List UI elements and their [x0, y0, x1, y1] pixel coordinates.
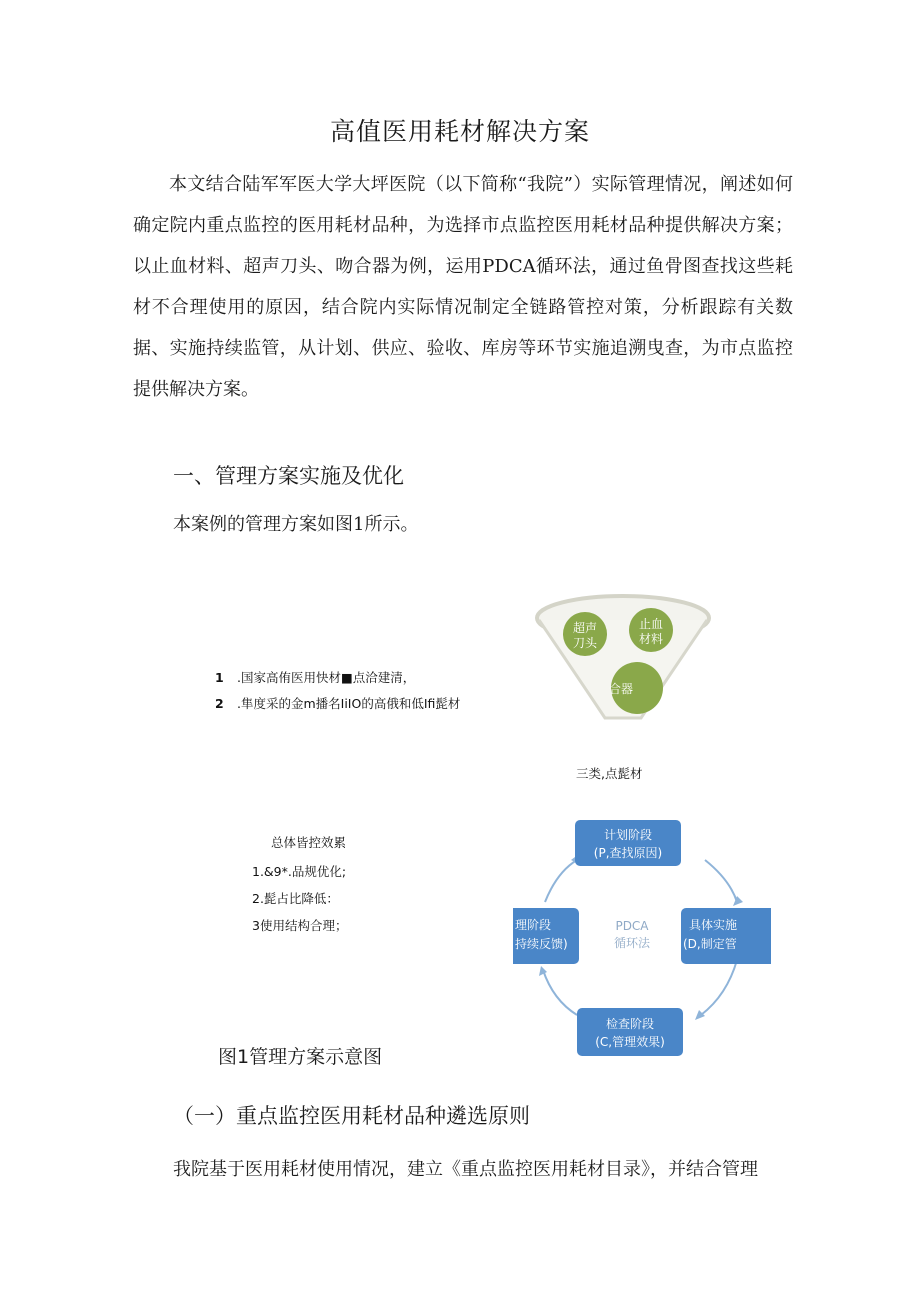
- arrow-a-to-p: [545, 860, 577, 902]
- criteria-item-1: 1 .国家高侑医用快材■点洽建清，: [215, 670, 416, 685]
- stage-act: [505, 908, 579, 964]
- criteria-item-2: 2 .隼度采的金m播名IiIO的高俄和低Ifi髭材: [215, 696, 461, 711]
- pdca-center-line2: 循环法: [613, 936, 651, 950]
- pdca-center-line1: PDCA: [615, 919, 649, 933]
- svg-text:检查阶段: 检查阶段: [605, 1017, 655, 1031]
- effect-item-2: 2.髭占比降低：: [252, 891, 339, 906]
- svg-text:(D,制定管: (D,制定管: [683, 937, 737, 951]
- intro-paragraph: 本文结合陆军军医大学大坪医院（以下简称“我院”）实际管理情况，阐述如何确定院内重点监控的医用耗材品种，为选择市点监控医用耗材品种提供解决方案；以止血材料、超声刀头、吻合器为例，运用PDCA循环法，通过鱼骨图查找这些耗材不合理使用的原因，结合院内实际情况制定全链路管控对策，分析跟踪有关数据、实施持续监管，从计划、供应、验收、库房等环节实施追溯曳查，为市点监控提供解决方案。: [133, 174, 793, 400]
- arrow-p-to-d: [705, 860, 737, 902]
- three-types-label: 三类,点髭材: [576, 766, 643, 781]
- page-title: 高值医用耗材解决方案: [329, 117, 590, 146]
- section-heading-2: （一）重点监控医用耗材品种遴选原则: [173, 1104, 530, 1128]
- section-heading-1: 一、管理方案实施及优化: [173, 464, 404, 488]
- stage-plan: [575, 820, 681, 866]
- svg-text:持续反馈): 持续反馈): [515, 937, 568, 951]
- section1-paragraph: 本案例的管理方案如图1所示。: [173, 514, 419, 535]
- svg-text:止血: 止血: [638, 617, 664, 631]
- effects-heading: 总体皆控效累: [271, 835, 347, 850]
- svg-text:材料: 材料: [638, 632, 664, 646]
- stage-do: [681, 908, 780, 964]
- svg-text:计划阶段: 计划阶段: [603, 828, 653, 842]
- svg-text:合器: 合器: [608, 682, 634, 696]
- funnel-circle-ultrasonic: [563, 612, 607, 656]
- svg-text:(P,查找原因): (P,查找原因): [593, 846, 663, 860]
- svg-text:(C,管理效果): (C,管理效果): [595, 1035, 665, 1049]
- svg-text:超声: 超声: [572, 621, 598, 635]
- stage-check: [577, 1008, 683, 1056]
- effect-item-3: 3使用结构合理；: [252, 918, 348, 933]
- section2-paragraph: 我院基于医用耗材使用情况，建立《重点监控医用耗材目录》，并结合管理: [173, 1159, 758, 1180]
- pdca-cycle: [505, 810, 780, 1065]
- arrow-c-to-a: [543, 970, 577, 1015]
- svg-text:刀头: 刀头: [572, 636, 598, 650]
- effect-item-1: 1.&9*.品规优化;: [252, 864, 347, 879]
- arrow-d-to-c: [701, 960, 737, 1015]
- figure-caption: 图1管理方案示意图: [218, 1046, 383, 1068]
- funnel-circle-hemostatic: [629, 608, 673, 652]
- svg-text:具体实施: 具体实施: [689, 918, 738, 932]
- funnel-graphic: [533, 590, 713, 720]
- svg-text:理阶段: 理阶段: [515, 918, 552, 932]
